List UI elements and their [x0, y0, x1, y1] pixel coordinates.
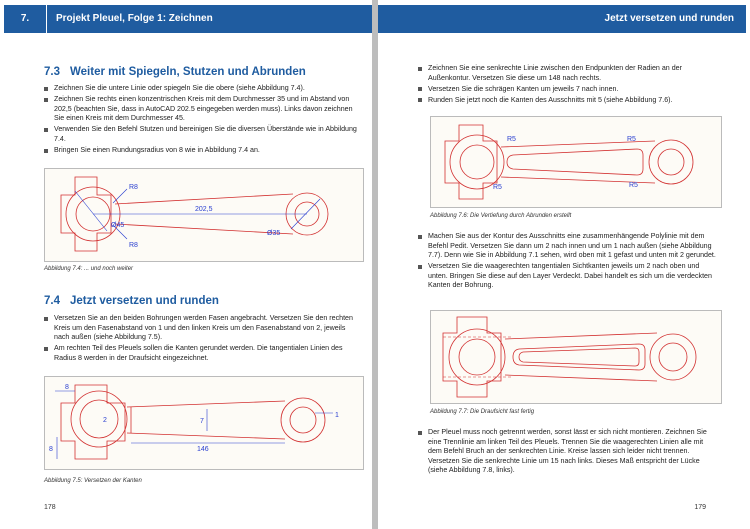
- list-item: Verwenden Sie den Befehl Stutzen und bereinigen Sie die diversen Überstände wie in Abbildung 7.4.: [44, 125, 360, 144]
- figure-7-4-caption: Abbildung 7.4: ... und noch weiter: [44, 266, 134, 272]
- figure-7-7-caption: Abbildung 7.7: Die Draufsicht fast fertig: [430, 409, 535, 415]
- label-r5-d: R5: [629, 182, 638, 189]
- list-item: Versetzen Sie die schrägen Kanten um jeweils 7 nach innen.: [418, 85, 718, 95]
- section-heading-7-3: 7.3 Weiter mit Spiegeln, Stutzen und Abrunden: [44, 66, 306, 78]
- running-title: Jetzt versetzen und runden: [604, 13, 734, 24]
- label-8-top: 8: [65, 384, 69, 391]
- figure-7-6-drawing: [431, 117, 721, 207]
- page-number-right: 179: [694, 504, 706, 511]
- figure-7-6-caption: Abbildung 7.6: Die Vertiefung durch Abrunden erstellt: [430, 213, 572, 219]
- label-r5-a: R5: [507, 136, 516, 143]
- label-r8-top: R8: [129, 184, 138, 191]
- running-header: [378, 5, 746, 33]
- figure-7-7: [430, 310, 722, 404]
- page-number-left: 178: [44, 504, 56, 511]
- list-item: Versetzen Sie die waagerechten tangentialen Sichtkanten jeweils um 2 nach oben und unten. Bringen Sie diese auf den Layer Verdeckt. Dabei handelt es sich um die verdeckten Kanten der Bohrung.: [418, 262, 718, 291]
- list-item: Machen Sie aus der Kontur des Ausschnitts eine zusammenhängende Polylinie mit dem Befehl Pedit. Versetzen Sie dann um 2 nach innen und um 1 nach außen (siehe Abbildung 7.7). Denn wie Sie in Abbildung 7.1 sehen, wird oben mit 1 gefast und unten mit 2 gerundet.: [418, 232, 718, 261]
- list-item: Versetzen Sie an den beiden Bohrungen werden Fasen angebracht. Versetzen Sie den rechten Kreis um den Fasenabstand von 1 und den linken Kreis um den Fasenabstand von 2, jeweils nach außen (siehe Abbildung 7.5).: [44, 314, 360, 343]
- chapter-header: [4, 5, 372, 33]
- label-r8-bottom: R8: [129, 242, 138, 249]
- list-item: Zeichnen Sie rechts einen konzentrischen Kreis mit dem Durchmesser 35 und im Abstand von 202,5 (beachten Sie, dass in AutoCAD 202.5 eingegeben werden muss). Links davon zeichnen Sie einen Kreis mit dem Durchmesser 45.: [44, 95, 360, 124]
- label-7: 7: [200, 418, 204, 425]
- list-item: Runden Sie jetzt noch die Kanten des Ausschnitts mit 5 (siehe Abbildung 7.6).: [418, 96, 718, 106]
- figure-7-7-drawing: [431, 311, 721, 403]
- list-item: Bringen Sie einen Rundungsradius von 8 wie in Abbildung 7.4 an.: [44, 146, 360, 156]
- right-top-list: [418, 64, 718, 107]
- chapter-title: Projekt Pleuel, Folge 1: Zeichnen: [56, 13, 213, 24]
- figure-7-5-drawing: [45, 377, 363, 469]
- label-2: 2: [103, 417, 107, 424]
- right-bottom-list: [418, 428, 718, 477]
- figure-7-4: [44, 168, 364, 262]
- list-item: Zeichnen Sie eine senkrechte Linie zwischen den Endpunkten der Radien an der Außenkontur. Versetzen Sie diese um 148 nach rechts.: [418, 64, 718, 83]
- list-item: Zeichnen Sie die untere Linie oder spiegeln Sie die obere (siehe Abbildung 7.4).: [44, 84, 360, 94]
- right-page: [378, 0, 750, 529]
- right-mid-list: [418, 232, 718, 293]
- figure-7-4-drawing: [45, 169, 363, 261]
- figure-7-5: [44, 376, 364, 470]
- list-item: Der Pleuel muss noch getrennt werden, sonst lässt er sich nicht montieren. Zeichnen Sie eine Trennlinie am linken Teil des Pleuels. Trennen Sie die waagerechten Linien alle mit dem Befehl Bruch an der senkrechten Linie. Kreise lassen sich leider nicht trennen. Versetzen Sie die senkrechte Linie um 15 nach links. Dieses Maß entspricht der Lücke (siehe Abbildung 7.8, links).: [418, 428, 718, 476]
- label-r5-b: R5: [493, 184, 502, 191]
- left-page: [0, 0, 372, 529]
- chapter-number: 7.: [4, 5, 47, 33]
- section-heading-7-4: 7.4 Jetzt versetzen und runden: [44, 295, 219, 307]
- section-7-3-list: [44, 84, 360, 157]
- label-8-left: 8: [49, 446, 53, 453]
- section-7-4-list: [44, 314, 360, 365]
- label-d45: Ø45: [111, 222, 125, 229]
- label-146: 146: [197, 446, 209, 453]
- figure-7-6: [430, 116, 722, 208]
- list-item: Am rechten Teil des Pleuels sollen die Kanten gerundet werden. Die tangentialen Linien des Radius 8 werden in der Draufsicht eingezeichnet.: [44, 344, 360, 363]
- label-1: 1: [335, 412, 339, 419]
- label-distance: 202,5: [195, 206, 213, 213]
- label-d35: Ø35: [267, 230, 281, 237]
- label-r5-c: R5: [627, 136, 636, 143]
- figure-7-5-caption: Abbildung 7.5: Versetzen der Kanten: [44, 478, 142, 484]
